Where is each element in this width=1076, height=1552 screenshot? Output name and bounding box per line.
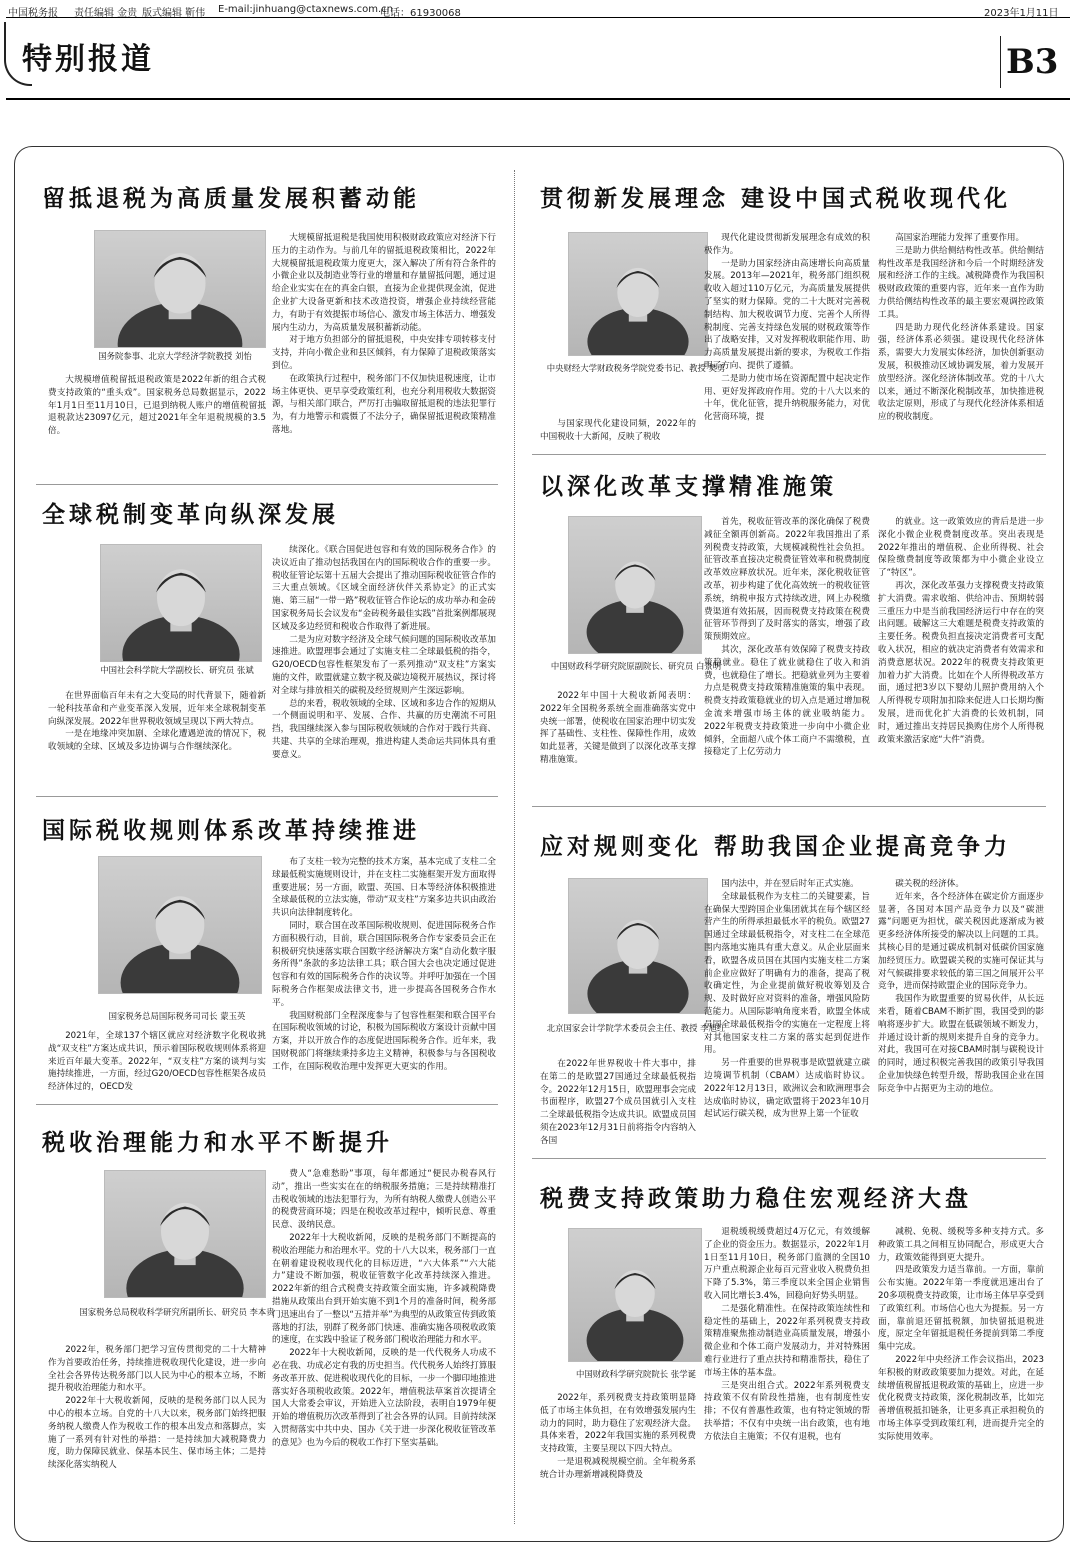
article-7-author-photo [568, 878, 708, 1014]
article-3-author-caption: 国家税务总局国际税务司司长 蒙玉英 [108, 1011, 246, 1021]
article-3-body-left: 2021年，全球137个辖区就应对经济数字化税收挑战“双支柱”方案达成共识，预示着国际税收规则体系将迎来近百年最大变革。2022年，“双支柱”方案的谈判与实施持续推进，一方面，经过G20/OECD包容性框架各成员经济体过的，OECD发 [48, 1031, 266, 1093]
article-5-heading: 贯彻新发展理念 建设中国式税收现代化 [540, 185, 1012, 212]
article-3-body-right: 布了支柱一较为完整的技术方案，基本完成了支柱二全球最低税实施规则设计，并在支柱二实施框架开发方面取得重要进展；另一方面，欧盟、英国、日本等经济体积极推进全球最低税的立法实施，带动“双支柱”方案多边共识由政治共识向法律制度转化。 同时，联合国在改革国际税收规则、促进国际税务合作方面积极行动，目前，联合国国际税务合作专家委员会正在积极研究快速落实联合国数字经济解决方案“自动化数字服务所得”条款的多边法律工具；联合国大会也决定通过促进包容和有效的国际税务合作的决议等。并呼吁加强在一个国际税务合作框架成法律文书，进一步提高各国税务合作水平。 我国财税部门全程深度参与了包容性框架和联合国平台在国际税收领域的讨论，积极为国际税收方案设计贡献中国方案，并以开放合作的态度促进国际税务合作。近年来，我国财税部门将继续秉持多边主义精神，积极参与与各国税收工作，在国际税收治理中发挥更大更实的作用。 [272, 857, 496, 1072]
masthead-date: 2023年1月11日 [984, 8, 1059, 19]
article-8-body-mid: 退税缓税缓费超过4万亿元，有效缓解了企业的资金压力。数据显示，2022年1月1日至11月10日，税务部门监测的全国10万户重点税源企业每百元营业收入税费负担下降了5.3%，第三季度以来全国企业销售收入同比增长3.4%，回稳向好势头明显。 二是强化精准性。在保持政策连续性和稳定性的基础上，2022年系列税费支持政策精准聚焦推动制造业高质量发展，增强小微企业和个体工商户发展动力，并对特殊困难行业进行了重点扶持和精准帮扶，稳住了市场主体的基本盘。 三是突出组合式。2022年系列税费支持政策不仅有阶段性措施，也有制度性安排；不仅有普惠性政策，也有特定领域的帮扶举措；不仅有中央统一出台政策，也有地方依法自主施策；不仅有退税，也有 [704, 1227, 870, 1442]
article-6-body-left: 2022年中国十大税收新闻表明：2022年全国税务系统全面准确落实党中央统一部署，使税收在国家治理中切实发挥了基础性、支柱性、保障性作用，成效如此显著，关键是做到了以深化改革支撑精准施策。 [540, 691, 696, 765]
article-5-body-mid: 现代化建设贯彻新发展理念有成效的积极作为。 一是助力国家经济由高速增长向高质量发展。2013年—2021年，税务部门组织税收收入超过110万亿元，为高质量发展提供了坚实的财力保障。党的二十大既对完善税制结构、加大税收调节力度、完善个人所得税制度、完善支持绿色发展的财税政策等作出了战略安排，又对发挥税收职能作用、助力高质量发展提出新的要求，为税收工作指明了方向、提供了遵循。 二是助力使市场在资源配置中起决定作用、更好发挥政府作用。党的十八大以来的十年，优化征管，提升纳税服务能力，对优化营商环境，提 [704, 233, 870, 423]
article-7-body-right: 碳关税的经济体。 近年来，各个经济体在碳定价方面逐步显著，各国对本国产品竞争力以及“碳泄露”问题更为担忧，碳关税因此逐渐成为被更多经济体所接受的解决以上问题的工具。其核心目的是通过碳成机制对低碳价国家施加经贸压力。欧盟碳关税的实施可保证其与对气候碳排要求较低的第三国之间展开公平竞争，进而保持欧盟企业的国际竞争力。 我国作为欧盟重要的贸易伙伴，从长远来看，随着CBAM不断扩围，我国受到的影响将逐步扩大。欧盟在低碳领域不断发力，并通过设计新的规则来提升自身的竞争力。对此，我国可在对接CBAM时制与碳税设计的同时，通过积极完善我国的政策引导我国企业加快绿色转型升级，帮助我国企业在国际竞争中占据更为主动的地位。 [878, 879, 1044, 1094]
article-6-author-photo [568, 516, 702, 654]
masthead-email[interactable]: E-mail:jinhuang@ctaxnews.com.cn [218, 4, 393, 15]
article-7-body-left: 在2022年世界税收十件大事中，排在第二的是欧盟27国通过全球最低税指令。2022年12月15日，欧盟理事会完成书面程序，欧盟27个成员国就引入支柱二全球最低税指令达成共识。欧盟成员国须在2023年12月31日前将指令内容纳入各国 [540, 1059, 696, 1146]
article-1-author-photo [94, 230, 266, 348]
column-divider [514, 170, 515, 1524]
article-1-body-left: 大规模增值税留抵退税政策是2022年新的组合式税费支持政策的“重头戏”。国家税务总局数据显示，2022年1月1日至11月10日，已退到纳税人账户的增值税留抵退税款达23097亿元，超过2021年全年退税规模的3.5倍。 [48, 375, 266, 437]
article-4-body-right: 费人“急难愁盼”事项，每年都通过“便民办税春风行动”，推出一些实实在在的纳税服务措施；三是持续精准打击税收领域的违法犯罪行为，为所有纳税人缴费人创造公平的税费营商环境；四是在税收改革过程中，倾听民意、尊重民意、汲纳民意。 2022年十大税收新闻，反映的是税务部门不断提高的税收治理能力和治理水平。党的十八大以来，税务部门一直在朝着建设税收现代化的目标迈进，“六大体系”“六大能力”建设不断加强，税收征管数字化改革持续深入推进。2022年新的组合式税费支持政策全面实施，许多减税降费措施从政策出台到开始实施不到1个月的准备时间，税务部门迅速出台了一整以“五措并举”为典型的从政策宣传到政策落地的打法，别群了税务部门快速、准确实施各项税收政策的速度，在实践中验证了税务部门税收治理能力和水平。 2022年十大税收新闻，反映的是一代代税务人功成不必在我、功成必定有我的历史担当。代代税务人始终打算服务改革开放、促进税收现代化的目标，一步一个脚印地推进落实好各项税收政策。2022年，增值税法草案首次提请全国人大常委会审议，开始进入立法阶段，表明自1979年便开始的增值税历次改革得到了社会各界的认同。目前持续深入贯彻落实中共中央、国办《关于进一步深化税收征管改革的意见》也为今后的税收工作打下坚实基础。 [272, 1169, 496, 1448]
article-2-heading: 全球税制变革向纵深发展 [42, 501, 339, 528]
masthead-phone: 电话：61930068 [380, 8, 461, 19]
article-2-body-left: 在世界面临百年未有之大变局的时代背景下，随着新一轮科技革命和产业变革深入发展，近年来全球税制变革向纵深发展。2022年世界税收领域呈现以下两大特点。 一是在地缘冲突加剧、全球化遭遇逆流的情况下，税收领域的全球、区域及多边协调与合作继续深化。 [48, 691, 266, 753]
article-separator [36, 484, 498, 485]
article-6-author-caption: 中国财政科学研究院原副院长、研究员 白景明 [550, 661, 722, 671]
article-5-author-caption: 中央财经大学财政税务学院党委书记、教授 樊勇 [546, 363, 726, 373]
article-8-author-photo [568, 1228, 702, 1362]
article-7-body-mid: 国内法中，并在翌后时年正式实施。 全球最低税作为支柱二的关键要素，旨在确保大型跨国企业集团就其在每个辖区经营产生的所得承担最低水平的税负。欧盟27国通过全球最低税指令，对支柱二在全球范围内落地实施具有重大意义。从企业层面来看，欧盟各成员国在其国内实施支柱二方案前企业应做好了明确有力的准备，提高了税收确定性，为企业提前做好税收筹划及合规、及时做好应对资料的准备，增强风险防范能力。从国际影响角度来看，欧盟全体成员国全球最低税指令的实施在一定程度上将对其他国家支柱二方案的落实起到促进作用。 另一件重要的世界税事是欧盟就建立碳边境调节机制（CBAM）达成临时协议。2022年12月13日，欧洲议会和欧洲理事会达成临时协议，确定欧盟将于2023年10月起试运行碳关税，成为世界上第一个征收 [704, 879, 870, 1120]
article-1-body-right: 大规模留抵退税是我国使用积极财政政策应对经济下行压力的主动作为。与前几年的留抵退税政策相比，2022年大规模留抵退税政策力度更大，深入解决了所有符合条件的小微企业以及制造业等行业的增量和存量留抵问题，通过退给企业实实在在的真金白银，直接为企业提供现金流，促进企业扩大设备更新和技术改造投资，增强企业持续经营能力，有助于有效提振市场信心、激发市场主体活力、增强发展内生动力，为高质量发展积蓄新动能。 对于地方负担部分的留抵退税，中央安排专项转移支付支持，并向小微企业和县区倾斜，有力保障了退税政策落实到位。 在政策执行过程中，税务部门不仅加快退税速度，让市场主体更快、更早享受政策红利，也充分利用税收大数据资源，与相关部门联合，严厉打击骗取留抵退税的违法犯罪行为，有力地警示和震慑了不法分子，确保留抵退税政策精准落地。 [272, 233, 496, 435]
article-8-body-left: 2022年，系列税费支持政策明显降低了市场主体负担，在有效增强发展内生动力的同时，助力稳住了宏观经济大盘。具体来看，2022年我国实施的系列税费支持政策，主要呈现以下四大特点。 一是退税减税规模空前。全年税务系统合计办理新增减税降费及 [540, 1393, 696, 1480]
masthead-designer: 版式编辑 靳伟 [142, 8, 206, 19]
article-5-body-right: 高国家治理能力发挥了重要作用。 三是助力供给侧结构性改革。供给侧结构性改革是我国经济和今后一个时期经济发展和经济工作的主线。减税降费作为我国积极财政政策的重要内容，近年来一直作为助力供给侧结构性改革的最主要宏观调控政策工具。 四是助力现代化经济体系建设。国家强，经济体系必须强。建设现代化经济体系，需要大力发展实体经济，加快创新驱动发展，积极推动区域协调发展，着力发展开放型经济。深化经济体制改革。党的十八大以来，通过不断深化税制改革，加快推进税收法定原则，形成了与现代化经济体系相适应的税收制度。 [878, 233, 1044, 423]
article-5-body-left: 与国家现代化建设同频，2022年的中国税收十大新闻，反映了税收 [540, 419, 696, 442]
section-band-rule [6, 98, 1070, 100]
article-separator [532, 806, 1046, 807]
article-8-heading: 税费支持政策助力稳住宏观经济大盘 [540, 1185, 972, 1212]
article-5-author-photo [568, 232, 708, 356]
article-6-heading: 以深化改革支撑精准施策 [540, 473, 837, 500]
article-6-body-right: 的就业。这一政策效应的背后是进一步深化小微企业税费制度改革。突出表现是2022年推出的增值税、企业所得税、社会保险缴费制度等政策都为中小微企业设立了“特区”。 再次，深化改革强力支撑税费支持政策扩大消费。需求收缩、供给冲击、预期转弱三重压力中是当前我国经济运行中存在的突出问题。破解这三大难题是税费支持政策的主要任务。税费负担直接决定消费者可支配收入状况，相应的就决定消费者有效需求和消费意愿状况。2022年的税费支持政策更加着力扩大消费。比如在个人所得税改革方面，通过把3岁以下婴幼儿照护费用纳入个人所得税专项附加扣除来促进人口长期均衡发展，进而优化扩大消费的长效机制，同时，通过推出支持居民换购住房个人所得税政策来激活家庭“大件”消费。 [878, 517, 1044, 745]
article-separator [36, 1104, 498, 1105]
article-8-author-caption: 中国财政科学研究院院长 张学诞 [576, 1369, 696, 1379]
article-4-author-photo [104, 1170, 266, 1298]
article-6-body-mid: 首先，税收征管改革的深化确保了税费减征全额再创新高。2022年我国推出了系列税费支持政策，大规模减税性社会负担。征管改革直接决定税费征管效率和税费制度改革效应释放状况。近年来，深化税收征管改革，初步构建了优化高效统一的税收征管系统，纳税申报方式持续改进，网上办税缴费渠道有效拓展，因而税费支持政策在税费征管环节得到了及时落实的落实，增强了政策预期效应。 其次，深化改革有效保障了税费支持政策稳就业。稳住了就业就稳住了收入和消费，也就稳住了增长。把稳就业列为主要着力点是税费支持政策精准施策的集中表现。税费支持政策稳就业的切入点是通过增加税金流来增强市场主体的就业吸纳能力。2022年税费支持政策进一步向中小微企业倾斜，全面超八成个体工商户不需缴税，直接稳定了上亿劳动力 [704, 517, 870, 758]
masthead-rule [6, 17, 1070, 18]
article-7-author-caption: 北京国家会计学院学术委员会主任、教授 李旭红 [546, 1023, 726, 1033]
article-4-author-caption: 国家税务总局税收科学研究所副所长、研究员 李本贵 [79, 1307, 275, 1317]
article-8-body-right: 减税、免税、缓税等多种支持方式。多种政策工具之间相互协同配合，形成更大合力，政策效能得到更大提升。 四是政策发力适当靠前。一方面，靠前公布实施。2022年第一季度就迅速出台了20多项税费支持政策，让市场主体早享受到了政策红利。市场信心也大为提振。另一方面，靠前退还留抵税额，加快留抵退税进度，原定全年留抵退税任务提前到第二季度集中完成。 2022年中央经济工作会议指出，2023年积极的财政政策要加力提效。对此，在延续增值税留抵退税政策的基础上，应进一步优化税费支持政策，深化税制改革，比如完善增值税抵扣链条，让更多真正承担税负的市场主体享受到政策红利，进而提升完全的实际使用效率。 [878, 1227, 1044, 1442]
section-title: 特别报道 [22, 42, 154, 77]
page-code: B3 [1006, 42, 1059, 82]
article-2-author-photo [100, 544, 262, 662]
article-2-author-caption: 中国社会科学院大学副校长、研究员 张斌 [100, 665, 254, 675]
article-separator [532, 1158, 1046, 1159]
masthead-editor: 责任编辑 金贵 [74, 8, 138, 19]
article-4-heading: 税收治理能力和水平不断提升 [42, 1129, 393, 1156]
article-2-body-right: 续深化。《联合国促进包容和有效的国际税务合作》的决议近由了推动包括我国在内的国际税收合作的重要一步。税收征管论坛第十五届大会提出了推动国际税收征管合作的三大重点领域。《区域全面经济伙伴关系协定》的正式实施、第三届“一带一路”税收征管合作论坛的成功举办和金砖国家税务局长会议发布“金砖税务最佳实践”首批案例都展现区域及多边经贸和税收合作取得了新进展。 二是为应对数字经济及全球气候问题的国际税收改革加速推进。欧盟理事会通过了实施支柱二全球最低税的指令，G20/OECD包容性框架发布了一系列推动“双支柱”方案实施的文件，欧盟就建立数字税及碳边境税开展热议，探讨将对全球与排放相关的碳税及经贸规则产生深远影响。 总的来看，税收领域的全球、区域和多边合作的短期从一个侧面说明和平、发展、合作、共赢的历史潮流不可阻挡，我国继续深入参与国际税收领域的合作对于践行共商、共建、共享的全球治理观，推进构建人类命运共同体具有重要意义。 [272, 545, 496, 760]
article-3-author-photo [98, 856, 262, 994]
article-separator [36, 796, 498, 797]
article-4-body-left: 2022年，税务部门把学习宣传贯彻党的二十大精神作为首要政治任务，持续推进税收现代化建设，进一步向全社会各界传达税务部门以人民为中心的根本立场，不断提升税收治理能力和水平。 2022年十大税收新闻，反映的是税务部门以人民为中心的根本立场。自党的十八大以来，税务部门始终把服务纳税人缴费人作为税收工作的根本出发点和落脚点，实施了一系列有针对性的举措：一是持续加大减税降费力度，助力保障民就业、保基本民生、保市场主体；二是持续深化落实纳税人 [48, 1345, 266, 1471]
article-3-heading: 国际税收规则体系改革持续推进 [42, 817, 420, 844]
article-separator [532, 454, 1046, 455]
article-7-heading: 应对规则变化 帮助我国企业提高竞争力 [540, 833, 1012, 860]
masthead-paper-name: 中国税务报 [8, 8, 58, 19]
article-1-author-caption: 国务院参事、北京大学经济学院教授 刘怡 [98, 351, 252, 361]
article-1-heading: 留抵退税为高质量发展积蓄动能 [42, 185, 420, 212]
